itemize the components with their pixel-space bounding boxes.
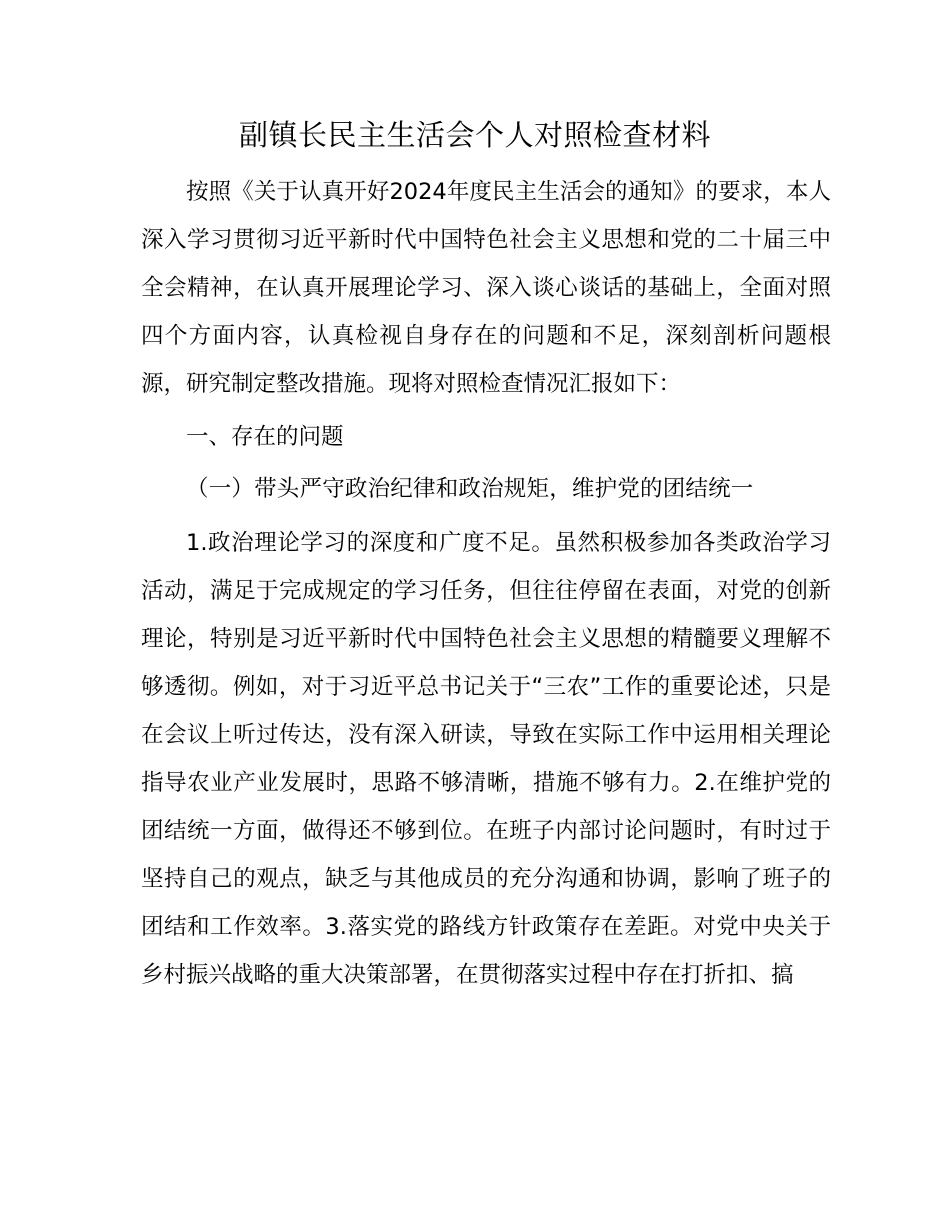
intro-paragraph: 按照《关于认真开好2024年度民主生活会的通知》的要求，本人深入学习贯彻习近平新时代中国特色社会主义思想和党的二十届三中全会精神，在认真开展理论学习、深入谈心谈话的基础上，全面对照四个方面内容，认真检视自身存在的问题和不足，深刻剖析问题根源，研究制定整改措施。现将对照检查情况汇报如下：: [141, 179, 831, 397]
document-body: [141, 168, 831, 999]
body-paragraph: 1.政治理论学习的深度和广度不足。虽然积极参加各类政治学习活动，满足于完成规定的学习任务，但往往停留在表面，对党的创新理论，特别是习近平新时代中国特色社会主义思想的精髓要义理解不够透彻。例如，对于习近平总书记关于“三农”工作的重要论述，只是在会议上听过传达，没有深入研读，导致在实际工作中运用相关理论指导农业产业发展时，思路不够清晰，措施不够有力。2.在维护党的团结统一方面，做得还不够到位。在班子内部讨论问题时，有时过于坚持自己的观点，缺乏与其他成员的充分沟通和协调，影响了班子的团结和工作效率。3.落实党的路线方针政策存在差距。对党中央关于乡村振兴战略的重大决策部署，在贯彻落实过程中存在打折扣、搞: [141, 530, 831, 988]
document-title: 副镇长民主生活会个人对照检查材料: [238, 118, 711, 152]
section-heading: 一、存在的问题: [186, 424, 344, 450]
subsection-heading: （一）带头严守政治纪律和政治规矩，维护党的团结统一: [186, 476, 754, 502]
